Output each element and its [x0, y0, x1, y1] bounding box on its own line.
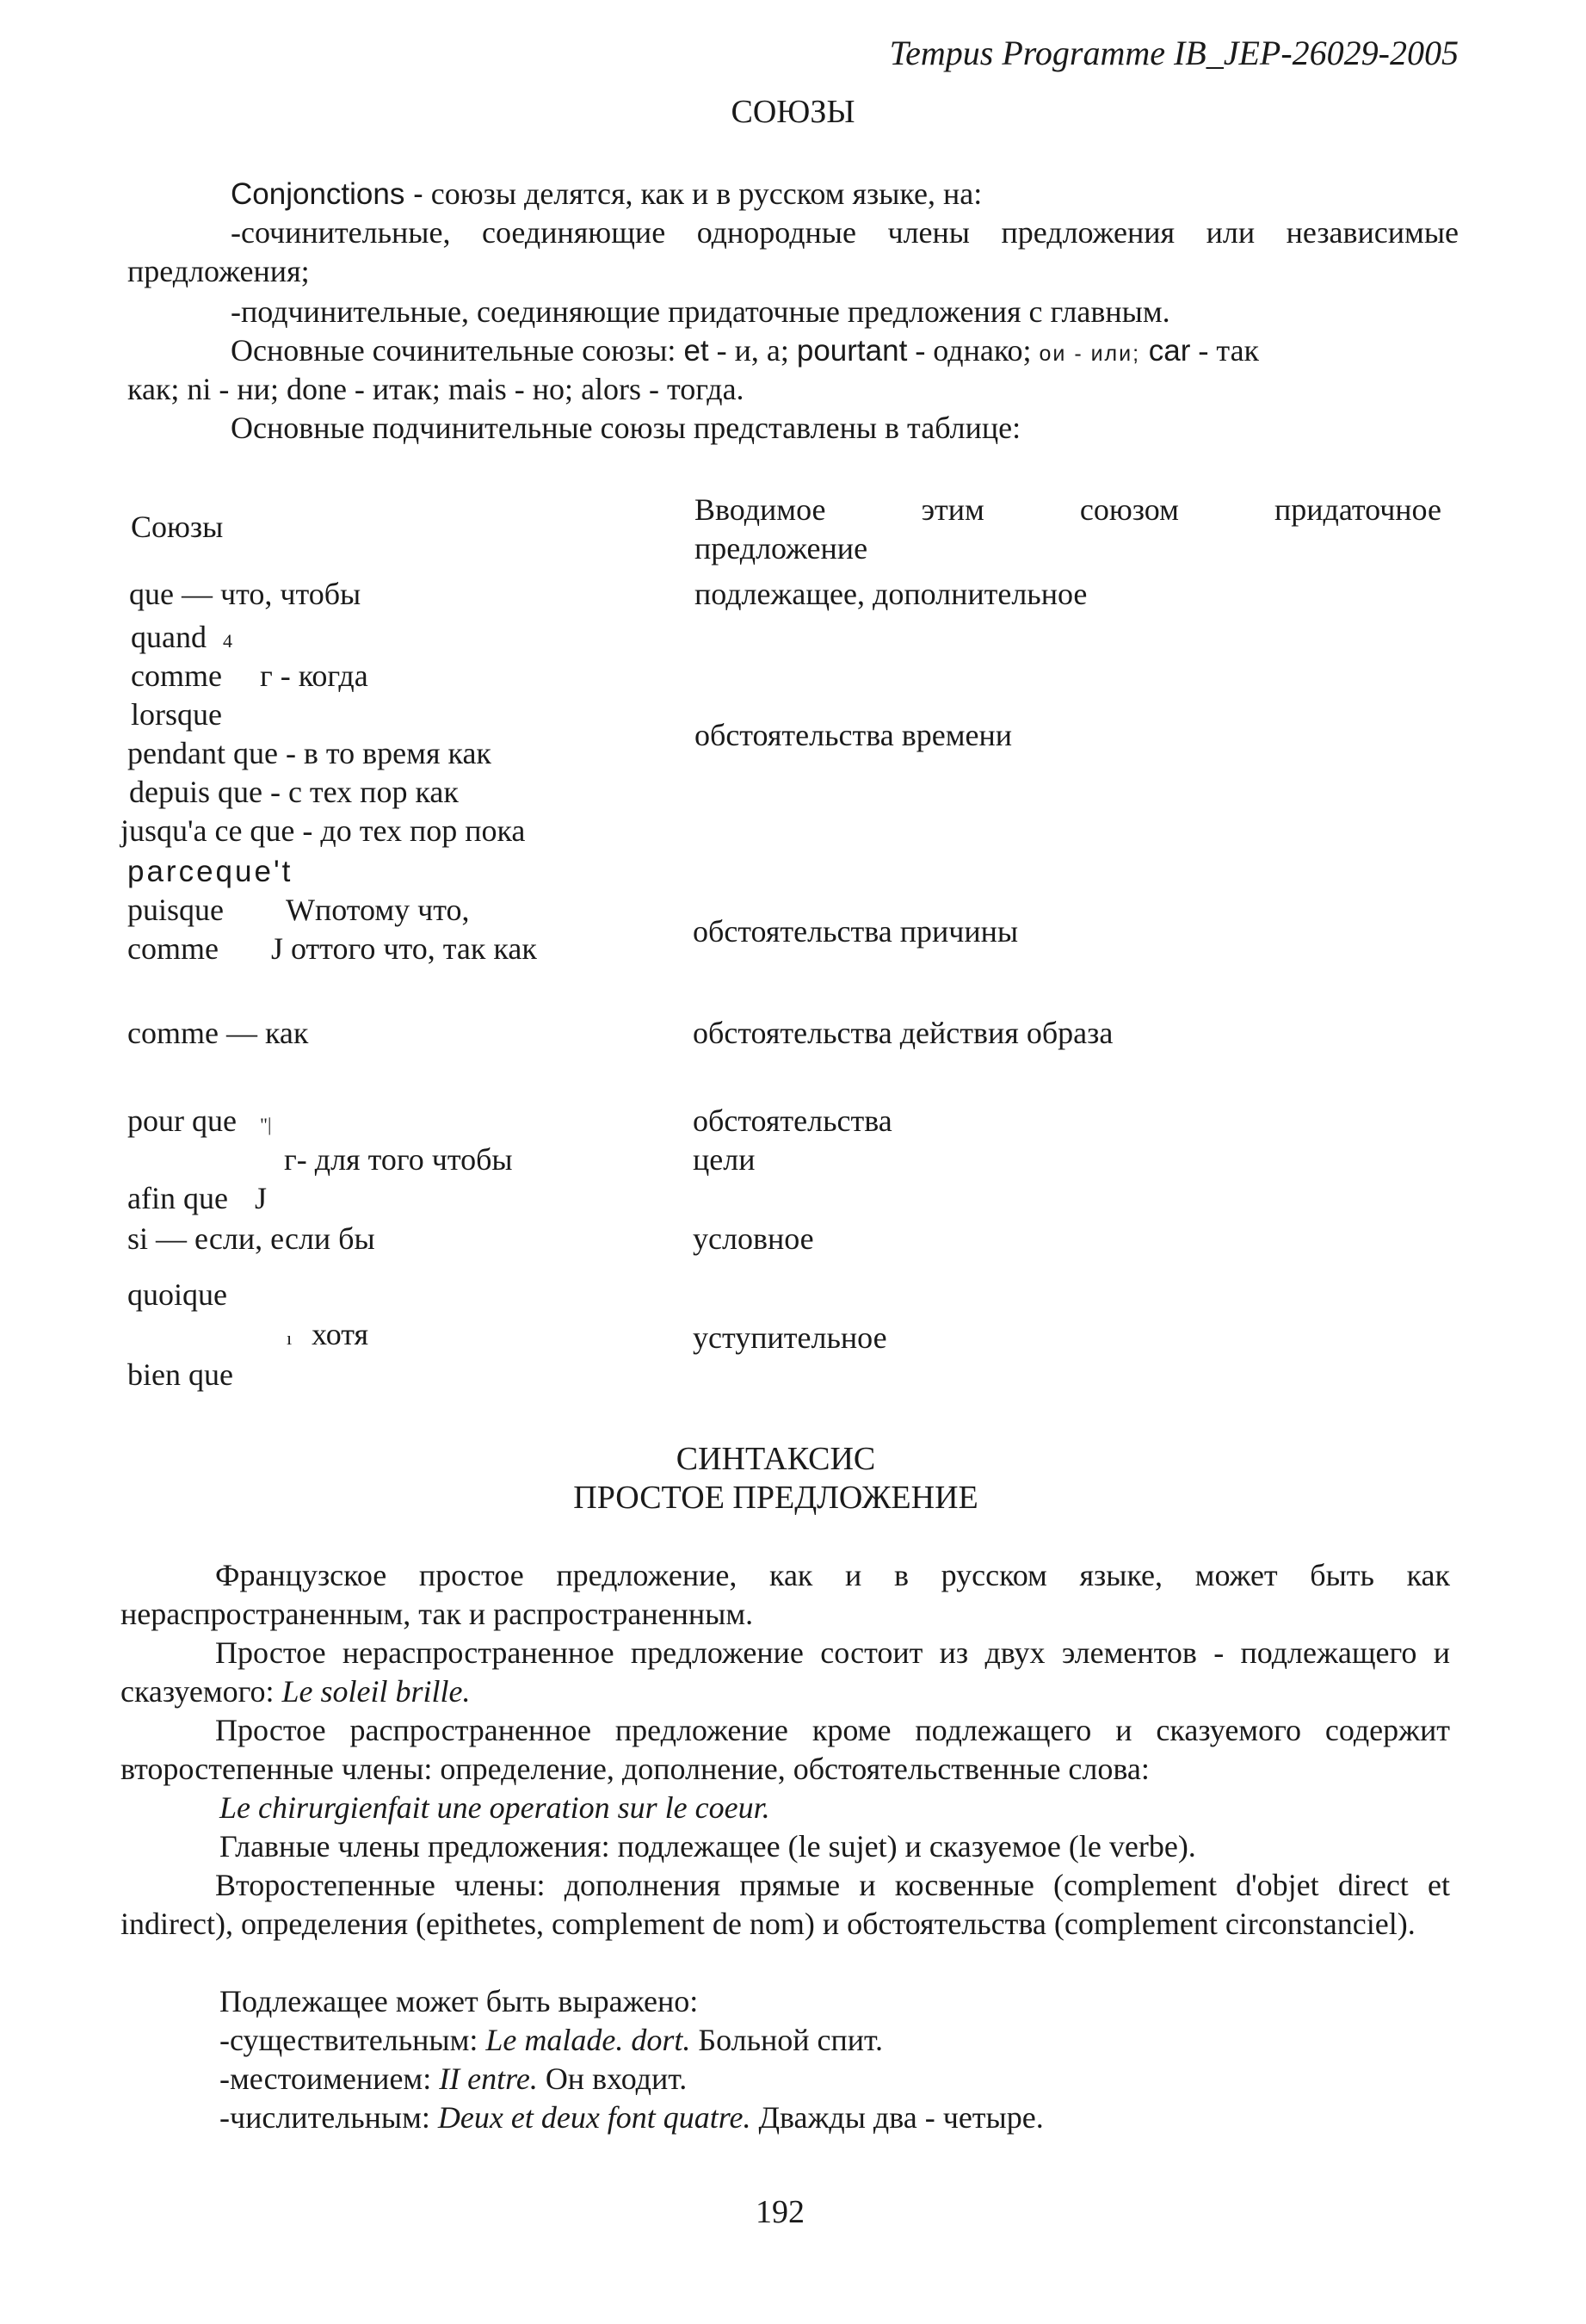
subject-numeral-line: -числительным: Deux et deux font quatre. Дважды два - четыре. [219, 2100, 1044, 2135]
coordinating-definition [127, 213, 1459, 291]
row-manner-right: обстоятельства действия образа [693, 1016, 1114, 1050]
conjunctions-title: СОЮЗЫ [731, 94, 855, 130]
coord-line2: предложения; [127, 254, 310, 288]
row-si: si — если, если бы [127, 1221, 375, 1256]
row-afin: afin que J [127, 1181, 267, 1215]
row-comme1-mark: г - когда [260, 658, 368, 693]
row-time-right: обстоятельства времени [694, 718, 1012, 752]
syntax-paragraph-2: Простое нераспространенное предложение состоит из двух элементов - подлежащего и сказуемого: Le soleil brille. [120, 1635, 1450, 1709]
table-head-left: Союзы [131, 510, 224, 544]
row-conc-right: уступительное [693, 1320, 887, 1355]
subordinating-definition: -подчинительные, соединяющие придаточные предложения с главным. [231, 294, 1170, 329]
row-bienque: bien que [127, 1357, 233, 1392]
simple-sentence-title: ПРОСТОЕ ПРЕДЛОЖЕНИЕ [573, 1480, 978, 1516]
page-number: 192 [756, 2194, 805, 2230]
syntax-paragraph-6: Подлежащее может быть выражено: [219, 1984, 699, 2018]
row-purpose-right2: цели [693, 1142, 756, 1177]
row-comme3: comme — как [127, 1016, 309, 1050]
intro-line [231, 175, 982, 213]
row-pourque-tr: г- для того чтобы [284, 1142, 513, 1177]
row-puisque: puisque [127, 893, 224, 927]
row-puisque-tr: Wпотому что, [286, 893, 470, 927]
row-comme2: comme [127, 931, 219, 966]
head-word: союзом [1079, 492, 1179, 527]
main-subordinating-line: Основные подчинительные союзы представлены в таблице: [231, 411, 1021, 445]
row-que-right: подлежащее, дополнительное [694, 577, 1088, 611]
syntax-paragraph-4: Главные члены предложения: подлежащее (le sujet) и сказуемое (le verbe). [219, 1829, 1196, 1864]
subject-noun-line: -существительным: Le malade. dort. Больной спит. [219, 2023, 884, 2057]
head-word: этим [921, 492, 984, 527]
running-header: Tempus Programme IB_JEP-26029-2005 [889, 34, 1459, 72]
row-depuis: depuis que - с тех пор как [129, 775, 459, 809]
row-quand: quand 4 [131, 620, 232, 654]
example-sentence-2: Le chirurgienfait une operation sur le coeur. [219, 1790, 770, 1825]
row-quoique: quoique [127, 1277, 227, 1312]
main-coord-text: Основные сочинительные союзы: et - и, а; pourtant - однако; ои - или; car - так [231, 333, 1260, 368]
row-pourque: pour que "| [127, 1103, 272, 1138]
syntax-paragraph-3: Простое распространенное предложение кроме подлежащего и сказуемого содержит второстепенные члены: определение, дополнение, обстоятельственные слова: [120, 1713, 1450, 1786]
row-purpose-right1: обстоятельства [693, 1103, 892, 1138]
syntax-paragraph-1: Французское простое предложение, как и в русском языке, может быть как нераспространенным, так и распространенным. [120, 1558, 1450, 1631]
row-comme2-tr: J оттого что, так как [271, 931, 537, 966]
syntax-title: СИНТАКСИС [676, 1441, 876, 1477]
main-coordinating-line [231, 331, 1459, 374]
syntax-paragraph-5: Второстепенные члены: дополнения прямые и косвенные (complement d'objet direct et indirect), определения (epithetes, complement de nom) и обстоятельства (complement circonstanciel). [120, 1868, 1450, 1941]
row-cond-right: условное [693, 1221, 814, 1256]
head-word: Вводимое [694, 492, 826, 527]
head-word: придаточное [1274, 492, 1441, 527]
row-pendant: pendant que - в то время как [127, 736, 491, 770]
example-sentence: Le soleil brille. [281, 1674, 471, 1709]
subject-pronoun-line: -местоимением: II entre. Он входит. [219, 2061, 688, 2096]
coord-line1: -сочинительные, соединяющие однородные члены предложения или независимые [231, 215, 1459, 250]
row-hotya: ı хотя [287, 1317, 369, 1351]
row-parceque: parceque't [127, 855, 293, 888]
intro-term: Conjonctions - [231, 177, 423, 211]
row-cause-right: обстоятельства причины [693, 914, 1019, 949]
row-jusqu: jusqu'a ce que - до тех пор пока [120, 813, 526, 848]
row-comme1: comme [131, 658, 222, 693]
row-lorsque: lorsque [131, 697, 222, 732]
table-head-right-line2: предложение [694, 531, 868, 566]
table-head-right [694, 491, 1441, 529]
intro-rest: союзы делятся, как и в русском языке, на: [430, 176, 983, 211]
row-que: que — что, чтобы [129, 577, 361, 611]
main-coordinating-line2: как; ni - ни; done - итак; mais - но; alors - тогда. [127, 372, 744, 406]
